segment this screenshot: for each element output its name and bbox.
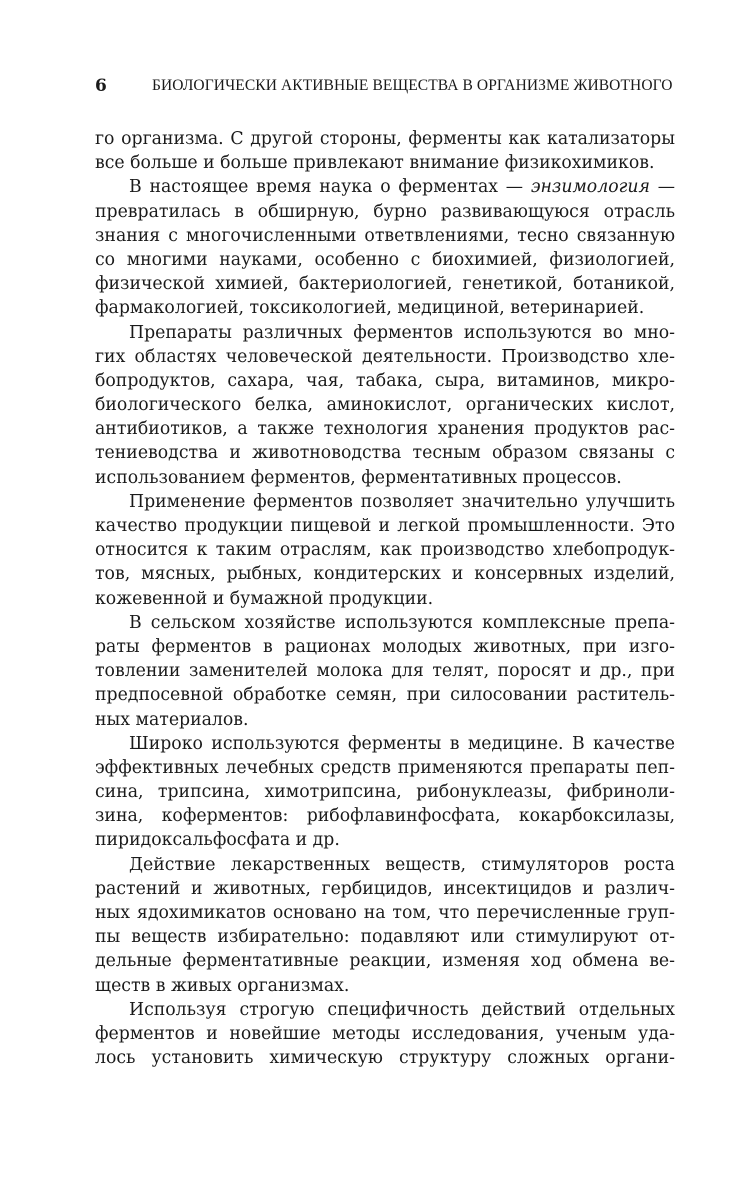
text-line: раты ферментов в рационах молодых животных, при изго- bbox=[95, 636, 675, 657]
text-line: качество продукции пищевой и легкой промышленности. Это bbox=[95, 516, 675, 536]
text-line: кожевенной и бумажной продукции. bbox=[95, 588, 434, 609]
text-fragment: В настоящее время наука о ферментах — bbox=[129, 177, 531, 198]
text-line: фармакологией, токсикологией, медициной, ветеринарией. bbox=[95, 298, 645, 319]
body-text bbox=[95, 127, 675, 1070]
text-line: растений и животных, гербицидов, инсектицидов и различ- bbox=[95, 878, 675, 899]
text-line: использованием ферментов, ферментативных процессов. bbox=[95, 467, 622, 488]
text-line: Действие лекарственных веществ, стимуляторов роста bbox=[129, 854, 675, 875]
text-line: превратилась в обширную, бурно развивающуюся отрасль bbox=[95, 201, 675, 222]
text-line bbox=[95, 175, 675, 199]
emphasized-term: энзимология bbox=[530, 177, 650, 198]
running-title: БИОЛОГИЧЕСКИ АКТИВНЫЕ ВЕЩЕСТВА В ОРГАНИЗМЕ ЖИВОТНОГО bbox=[152, 77, 673, 94]
text-line: ных ядохимикатов основано на том, что перечисленные груп- bbox=[95, 903, 675, 923]
text-line: Препараты различных ферментов используются во мно- bbox=[129, 322, 675, 343]
text-line: предпосевной обработке семян, при силосовании раститель- bbox=[95, 685, 675, 706]
text-line: Используя строгую специфичность действий отдельных bbox=[129, 999, 675, 1020]
text-line: биологического белка, аминокислот, органических кислот, bbox=[95, 395, 675, 416]
text-line: Широко используются ферменты в медицине. В качестве bbox=[129, 733, 675, 754]
text-line: пы веществ избирательно: подавляют или стимулируют от- bbox=[95, 927, 675, 948]
text-line: Применение ферментов позволяет значительно улучшить bbox=[129, 491, 675, 512]
text-line: тениеводства и животноводства тесным образом связаны с bbox=[95, 443, 675, 464]
text-line: знания с многочисленными ответвлениями, тесно связанную bbox=[95, 225, 675, 246]
text-line: В сельском хозяйстве используются комплексные препа- bbox=[129, 612, 675, 633]
text-line: гих областях человеческой деятельности. Производство хле- bbox=[95, 346, 675, 367]
text-line: сина, трипсина, химотрипсина, рибонуклеазы, фибриноли- bbox=[95, 782, 675, 803]
text-line: бопродуктов, сахара, чая, табака, сыра, витаминов, микро- bbox=[95, 370, 675, 391]
text-line: товлении заменителей молока для телят, поросят и др., при bbox=[95, 661, 675, 682]
text-line: со многими науками, особенно с биохимией, физиологией, bbox=[95, 249, 675, 270]
text-line: ферментов и новейшие методы исследования, ученым уда- bbox=[95, 1023, 675, 1044]
text-line: относится к таким отраслям, как производство хлебопродук- bbox=[95, 540, 675, 561]
text-line: пиридоксальфосфата и др. bbox=[95, 830, 340, 851]
text-line: дельные ферментативные реакции, изменяя ход обмена ве- bbox=[95, 951, 675, 972]
text-line: физической химией, бактериологией, генетикой, ботаникой, bbox=[95, 274, 675, 295]
text-line: эффективных лечебных средств применяются препараты пеп- bbox=[95, 757, 675, 778]
page-number: 6 bbox=[95, 76, 107, 96]
text-line: лось установить химическую структуру сложных органи- bbox=[95, 1048, 675, 1069]
text-line: го организма. С другой стороны, ферменты как катализаторы bbox=[95, 129, 675, 149]
text-line: все больше и больше привлекают внимание физикохимиков. bbox=[95, 153, 655, 174]
text-fragment: — bbox=[649, 177, 675, 198]
text-line: тов, мясных, рыбных, кондитерских и консервных изделий, bbox=[95, 564, 675, 585]
text-line: антибиотиков, а также технология хранения продуктов рас- bbox=[95, 419, 675, 440]
text-line: зина, коферментов: рибофлавинфосфата, кокарбоксилазы, bbox=[95, 806, 675, 827]
text-line: ществ в живых организмах. bbox=[95, 975, 350, 996]
text-line: ных материалов. bbox=[95, 709, 249, 730]
running-head bbox=[95, 74, 675, 98]
